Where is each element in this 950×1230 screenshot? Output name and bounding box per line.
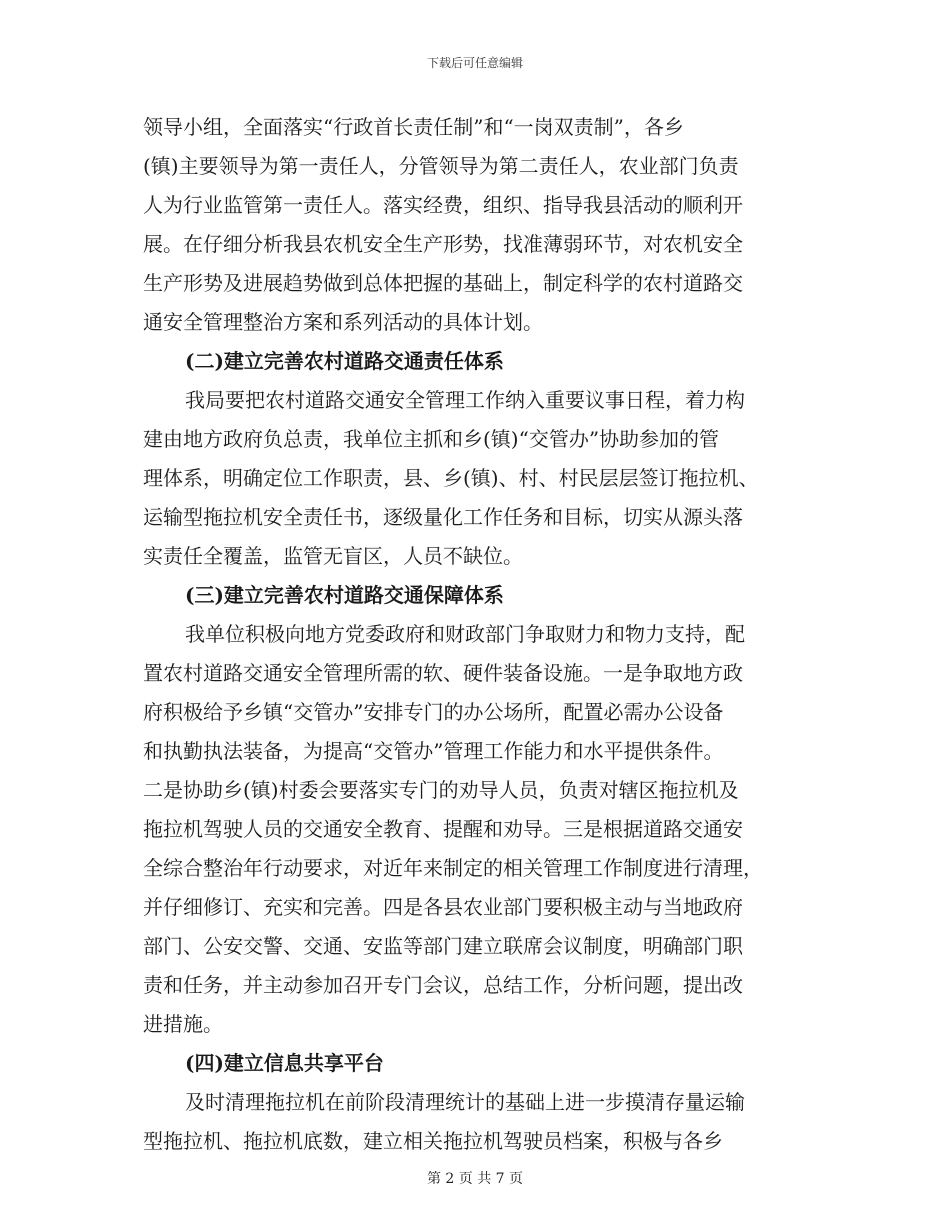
body-text-line: 理体系，明确定位工作职责，县、乡(镇)、村、村民层层签订拖拉机、 bbox=[143, 466, 759, 490]
section-heading: (二)建立完善农村道路交通责任体系 bbox=[185, 349, 504, 373]
body-text-line: 进措施。 bbox=[143, 1012, 223, 1036]
body-text-line: 型拖拉机、拖拉机底数，建立相关拖拉机驾驶员档案，积极与各乡 bbox=[143, 1129, 723, 1153]
body-text-line: 我单位积极向地方党委政府和财政部门争取财力和物力支持，配 bbox=[185, 622, 745, 646]
body-text-line: 置农村道路交通安全管理所需的软、硬件装备设施。一是争取地方政 bbox=[143, 661, 743, 685]
body-text-line: 及时清理拖拉机在前阶段清理统计的基础上进一步摸清存量运输 bbox=[185, 1090, 745, 1114]
section-heading: (四)建立信息共享平台 bbox=[185, 1051, 384, 1075]
body-text-line: (镇)主要领导为第一责任人，分管领导为第二责任人，农业部门负责 bbox=[143, 154, 739, 178]
body-text-line: 实责任全覆盖，监管无盲区，人员不缺位。 bbox=[143, 544, 523, 568]
body-text-line: 运输型拖拉机安全责任书，逐级量化工作任务和目标，切实从源头落 bbox=[143, 505, 743, 529]
body-text-line: 责和任务，并主动参加召开专门会议，总结工作，分析问题，提出改 bbox=[143, 973, 743, 997]
page-header: 下载后可任意编辑 bbox=[426, 56, 523, 70]
body-text-line: 部门、公安交警、交通、安监等部门建立联席会议制度，明确部门职 bbox=[143, 934, 743, 958]
body-text-line: 建由地方政府负总责，我单位主抓和乡(镇)“交管办”协助参加的管 bbox=[143, 427, 720, 451]
body-text-line: 全综合整治年行动要求，对近年来制定的相关管理工作制度进行清理， bbox=[143, 856, 763, 880]
body-text-line: 府积极给予乡镇“交管办”安排专门的办公场所，配置必需办公设备 bbox=[143, 700, 724, 724]
body-text-line: 领导小组，全面落实“行政首长责任制”和“一岗双责制”，各乡 bbox=[143, 115, 684, 139]
section-heading: (三)建立完善农村道路交通保障体系 bbox=[185, 583, 504, 607]
body-text-line: 二是协助乡(镇)村委会要落实专门的劝导人员，负责对辖区拖拉机及 bbox=[143, 778, 739, 802]
body-text-line: 人为行业监管第一责任人。落实经费，组织、指导我县活动的顺利开 bbox=[143, 193, 743, 217]
document-body bbox=[143, 108, 807, 1161]
body-text-line: 我局要把农村道路交通安全管理工作纳入重要议事日程，着力构 bbox=[185, 388, 745, 412]
page-footer: 第 2 页 共 7 页 bbox=[426, 1171, 524, 1187]
body-text-line: 拖拉机驾驶人员的交通安全教育、提醒和劝导。三是根据道路交通安 bbox=[143, 817, 743, 841]
body-text-line: 通安全管理整治方案和系列活动的具体计划。 bbox=[143, 310, 543, 334]
body-text-line: 并仔细修订、充实和完善。四是各县农业部门要积极主动与当地政府 bbox=[143, 895, 743, 919]
body-text-line: 展。在仔细分析我县农机安全生产形势，找准薄弱环节，对农机安全 bbox=[143, 232, 743, 256]
body-text-line: 生产形势及进展趋势做到总体把握的基础上，制定科学的农村道路交 bbox=[143, 271, 743, 295]
body-text-line: 和执勤执法装备，为提高“交管办”管理工作能力和水平提供条件。 bbox=[143, 739, 724, 763]
